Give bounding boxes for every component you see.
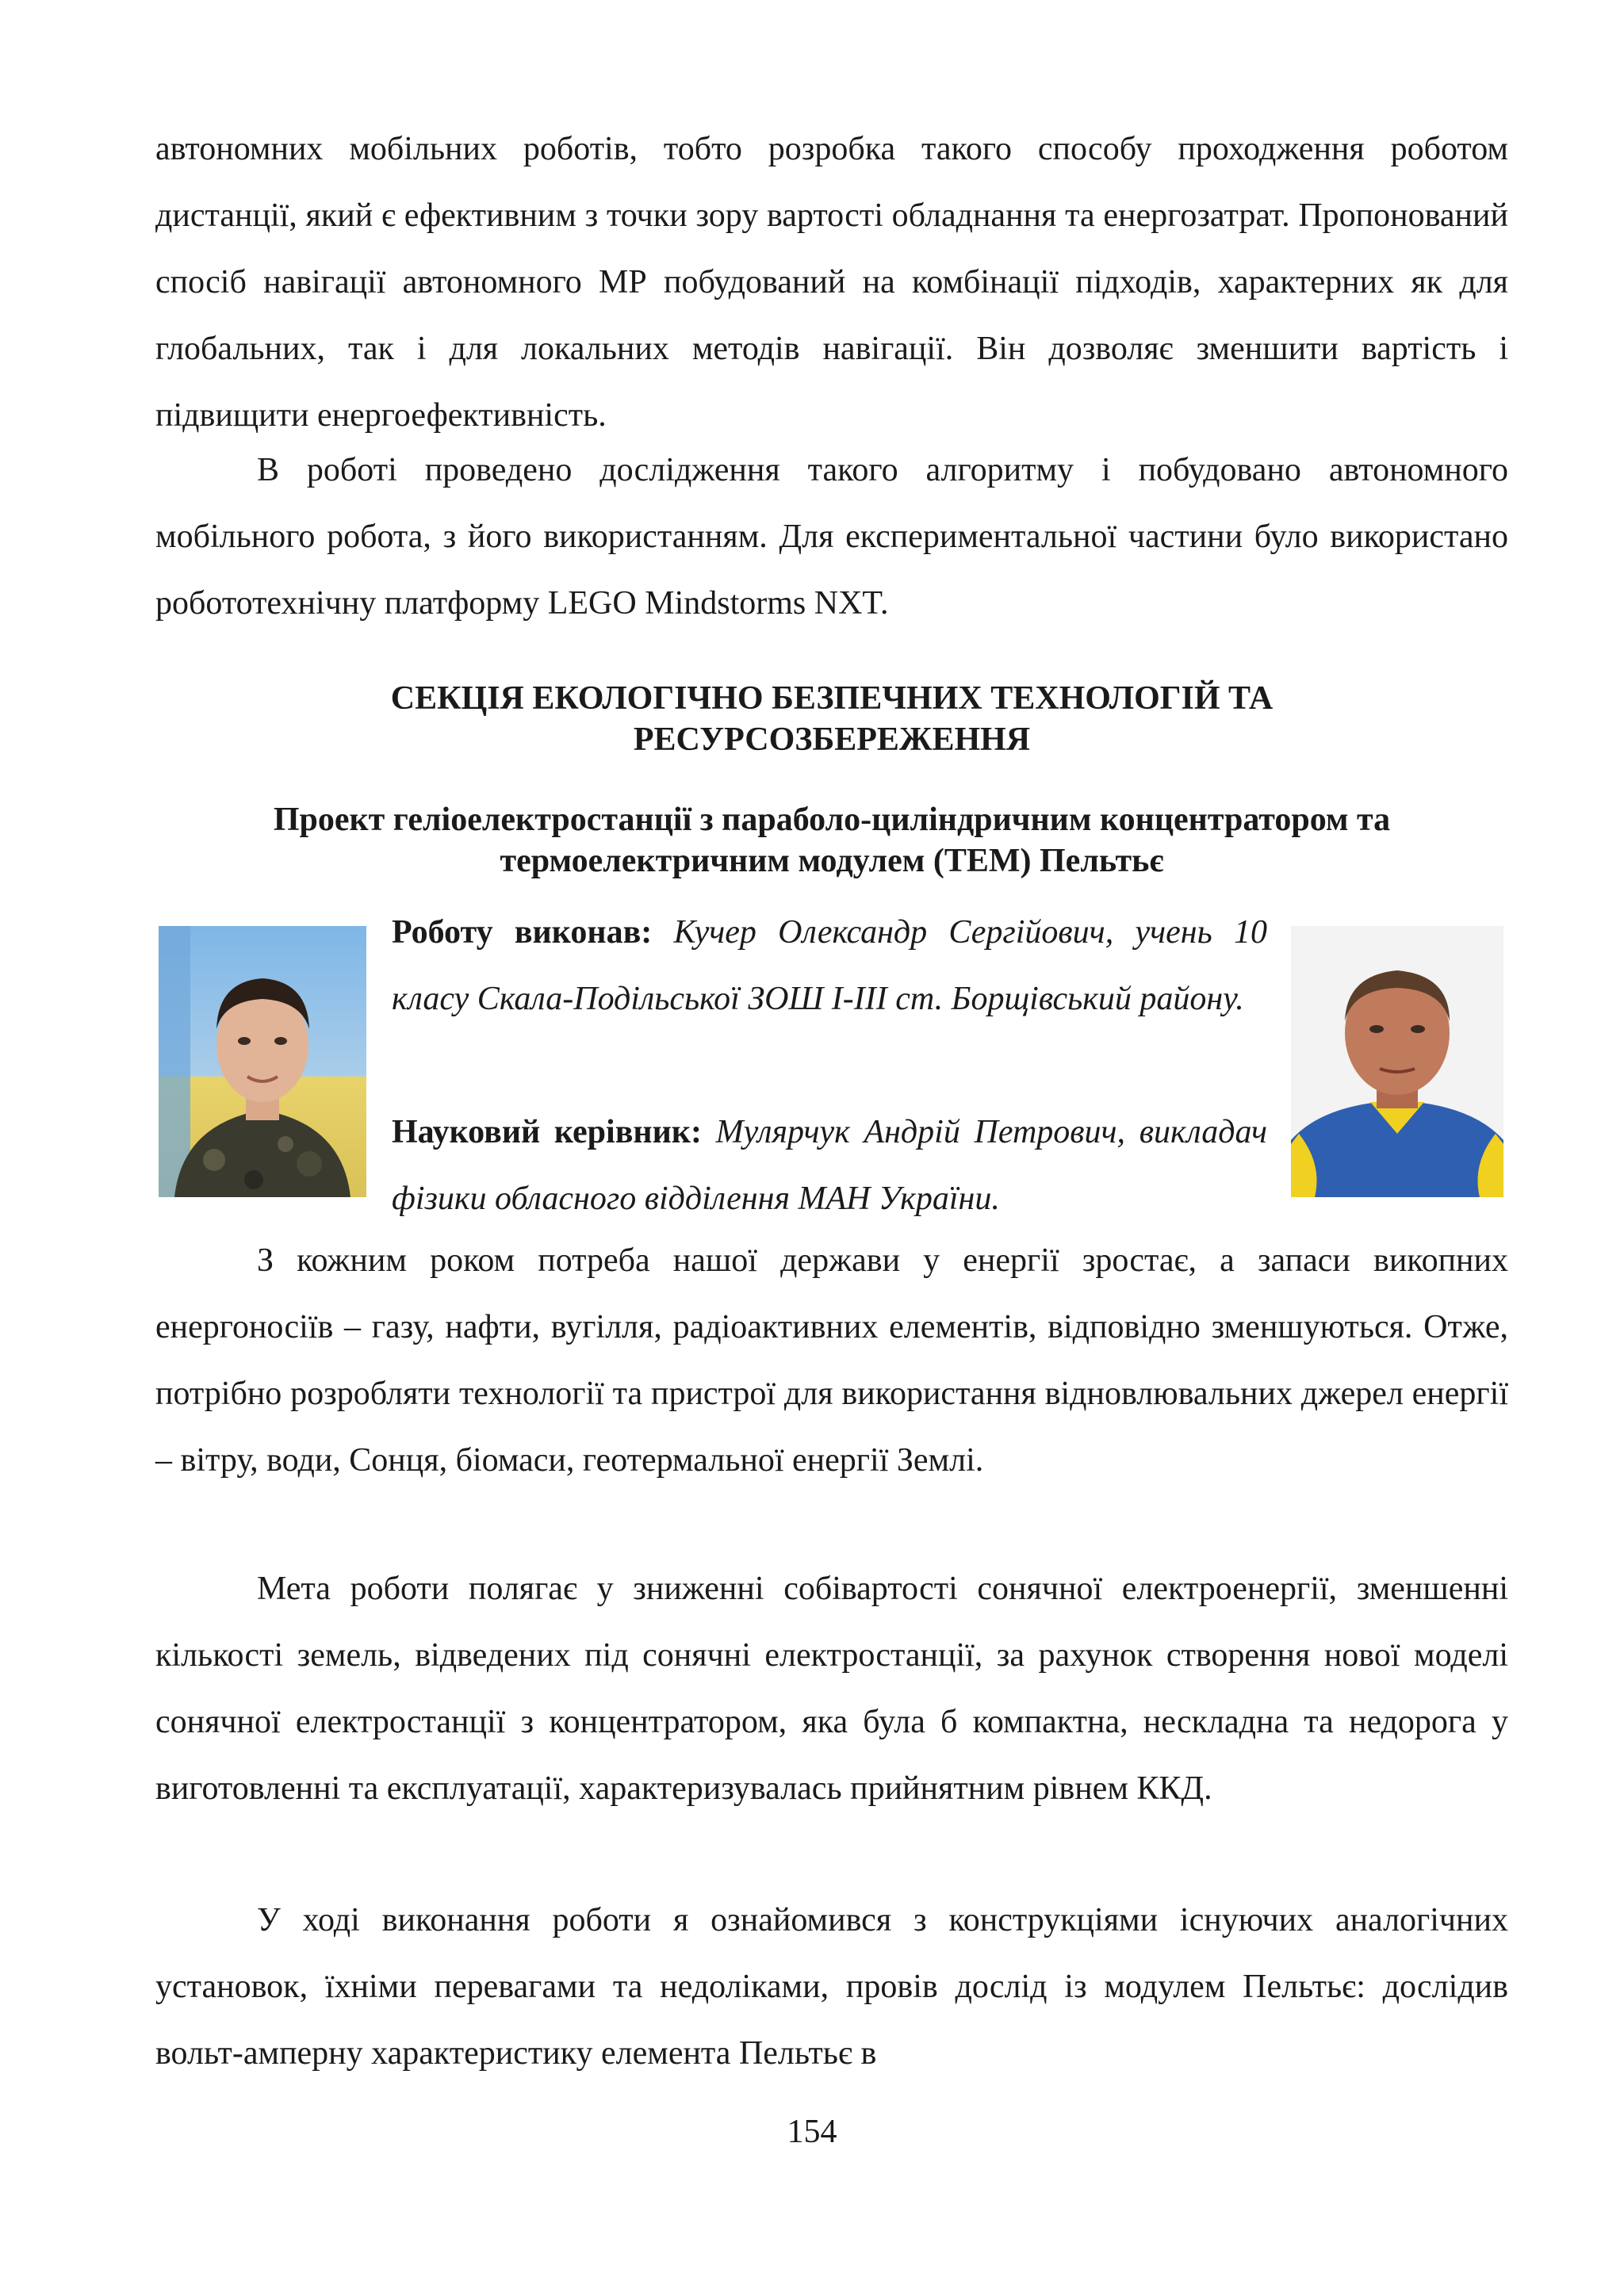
intro-paragraph-2: В роботі проведено дослідження такого алгоритму і побудовано автономного мобільного робота, з його використанням. Для експериментальної частини було використано робототехнічну платформу LEGO Mindstorms NXT. (155, 452, 1508, 622)
section-title-line-2: РЕСУРСОЗБЕРЕЖЕННЯ (633, 721, 1031, 758)
supervisor-text: Мулярчук Андрій Петрович, викладач фізики обласного відділення МАН України. (392, 1114, 1267, 1217)
page-number: 154 (787, 2114, 837, 2150)
author-text: Кучер Олександр Сергійович, учень 10 класу Скала-Подільської ЗОШ І-ІІІ ст. Борщівський району. (392, 914, 1267, 1017)
project-title (155, 799, 1508, 882)
supervisor-label: Науковий керівник: (392, 1114, 716, 1150)
project-title-line-2: термоелектричним модулем (ТЕМ) Пельтьє (500, 843, 1164, 879)
supervisor-info (392, 1099, 1267, 1232)
supervisor-photo (1291, 926, 1503, 1197)
intro-paragraph-1: автономних мобільних роботів, тобто розробка такого способу проходження роботом дистанції, який є ефективним з точки зору вартості обладнання та енергозатрат. Пропонований спосіб навігації автономного МР побудований на комбінації підходів, характерних як для глобальних, так і для локальних методів навігації. Він дозволяє зменшити вартість і підвищити енергоефективність. (155, 131, 1508, 434)
student-photo (159, 926, 366, 1197)
author-label: Роботу виконав: (392, 914, 674, 951)
author-info (392, 899, 1267, 1032)
supervisor-portrait-image (1291, 926, 1503, 1197)
body-paragraph-1: З кожним роком потреба нашої держави у енергії зростає, а запаси викопних енергоносіїв – газу, нафти, вугілля, радіоактивних елементів, відповідно зменшуються. Отже, потрібно розробляти технології та пристрої для використання відновлювальних джерел енергії – вітру, води, Сонця, біомаси, геотермальної енергії Землі. (155, 1242, 1508, 1479)
section-title (155, 678, 1508, 760)
body-paragraph-3: У ході виконання роботи я ознайомився з конструкціями існуючих аналогічних установок, їхніми перевагами та недоліками, провів дослід із модулем Пельтьє: дослідив вольт-амперну характеристику елемента Пельтьє в (155, 1902, 1508, 2072)
body-paragraph-2: Мета роботи полягає у зниженні собівартості сонячної електроенергії, зменшенні кількості земель, відведених під сонячні електростанції, за рахунок створення нової моделі сонячної електростанції з концентратором, яка була б компактна, нескладна та недорога у виготовленні та експлуатації, характеризувалась прийнятним рівнем ККД. (155, 1571, 1508, 1807)
section-title-line-1: СЕКЦІЯ ЕКОЛОГІЧНО БЕЗПЕЧНИХ ТЕХНОЛОГІЙ ТА (390, 680, 1274, 717)
student-portrait-image (159, 926, 366, 1197)
project-title-line-1: Проект геліоелектростанції з параболо-циліндричним концентратором та (273, 802, 1391, 838)
